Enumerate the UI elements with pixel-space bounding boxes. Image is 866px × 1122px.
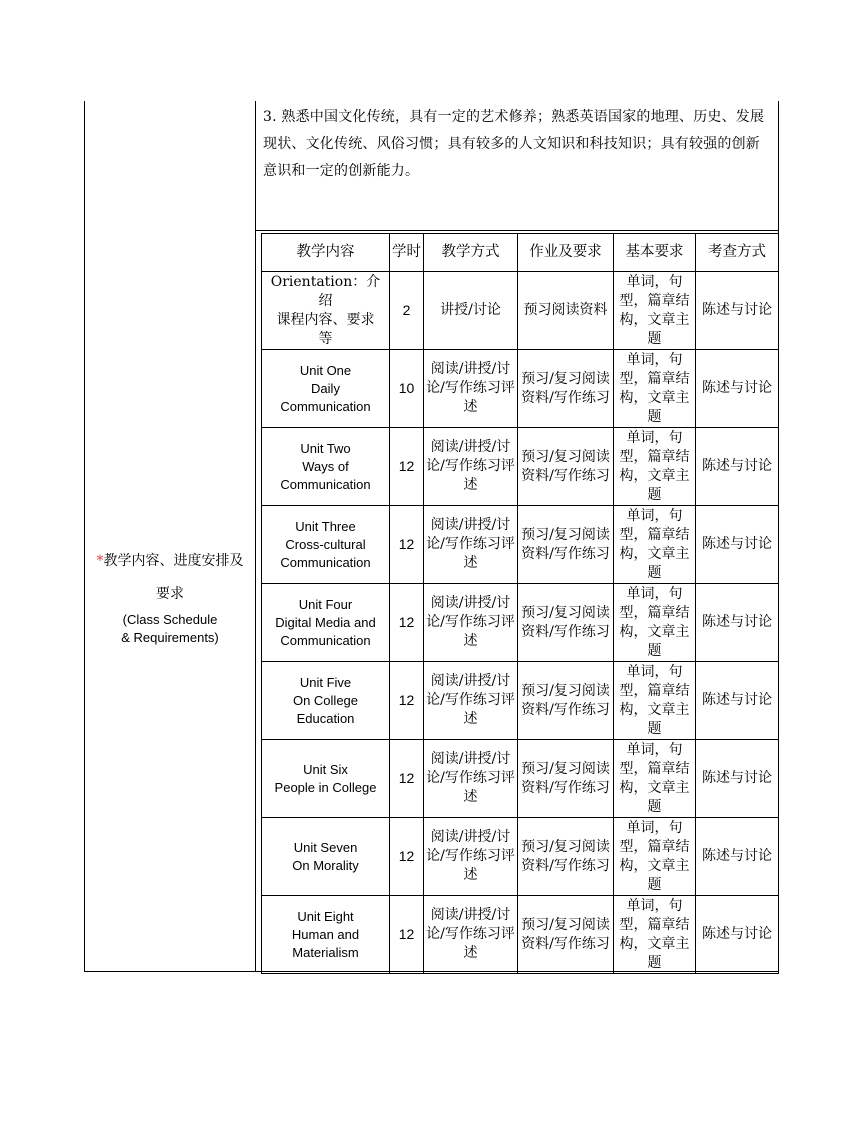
- cell-content-line: 等: [318, 330, 333, 347]
- cell-content: [262, 662, 390, 740]
- cell-content-line: On College: [292, 692, 359, 708]
- cell-content-line: Daily: [311, 380, 340, 396]
- cell-method: 阅读/讲授/讨论/写作练习评述: [424, 740, 518, 818]
- cell-hours: 10: [390, 350, 424, 428]
- cell-content-line: Unit Two: [300, 440, 351, 456]
- cell-content-line: Digital Media and: [275, 614, 376, 630]
- header-hours: 学时: [390, 234, 424, 272]
- cell-check: 陈述与讨论: [696, 896, 779, 974]
- cell-homework: 预习/复习阅读资料/写作练习: [518, 896, 614, 974]
- cell-content-line: Communication: [280, 554, 371, 570]
- cell-check: 陈述与讨论: [696, 818, 779, 896]
- cell-content: [262, 506, 390, 584]
- cell-check: 陈述与讨论: [696, 506, 779, 584]
- cell-content-line: Ways of: [302, 458, 349, 474]
- table-row: [262, 896, 779, 974]
- cell-homework: 预习/复习阅读资料/写作练习: [518, 350, 614, 428]
- schedule-table: [261, 233, 779, 974]
- table-header-row: [262, 234, 779, 272]
- cell-homework: 预习/复习阅读资料/写作练习: [518, 506, 614, 584]
- cell-content-line: Orientation：介绍: [270, 273, 381, 309]
- row-label-cn-2: 要求: [156, 586, 184, 602]
- cell-content: [262, 428, 390, 506]
- cell-hours: 12: [390, 428, 424, 506]
- cell-content-line: Human and: [291, 926, 360, 942]
- cell-content-line: Communication: [280, 476, 371, 492]
- cell-content-line: People in College: [274, 779, 377, 795]
- cell-content-line: Education: [296, 710, 355, 726]
- cell-check: 陈述与讨论: [696, 428, 779, 506]
- cell-hours: 12: [390, 896, 424, 974]
- cell-basic: 单词，句型，篇章结构，文章主题: [614, 740, 696, 818]
- cell-hours: 2: [390, 272, 424, 350]
- row-label-en-1: (Class Schedule: [122, 612, 218, 627]
- row-label-en-2: & Requirements): [121, 630, 219, 645]
- cell-check: 陈述与讨论: [696, 662, 779, 740]
- cell-basic: 单词，句型，篇章结构，文章主题: [614, 506, 696, 584]
- cell-content: [262, 584, 390, 662]
- header-check: 考查方式: [696, 234, 779, 272]
- table-row: [262, 428, 779, 506]
- cell-basic: 单词，句型，篇章结构，文章主题: [614, 584, 696, 662]
- column-divider: [255, 101, 256, 972]
- cell-content-line: On Morality: [292, 857, 359, 873]
- cell-content-line: Unit Seven: [293, 839, 358, 855]
- cell-basic: 单词，句型，篇章结构，文章主题: [614, 428, 696, 506]
- intro-paragraph: 3. 熟悉中国文化传统，具有一定的艺术修养；熟悉英语国家的地理、历史、发展现状、文化传统、风俗习惯；具有较多的人文知识和科技知识；具有较强的创新意识和一定的创新能力。: [263, 109, 765, 179]
- cell-homework: 预习/复习阅读资料/写作练习: [518, 662, 614, 740]
- cell-content-line: Communication: [280, 632, 371, 648]
- cell-basic: 单词，句型，篇章结构，文章主题: [614, 272, 696, 350]
- cell-content-line: Cross-cultural: [285, 536, 366, 552]
- cell-basic: 单词，句型，篇章结构，文章主题: [614, 818, 696, 896]
- cell-method: 阅读/讲授/讨论/写作练习评述: [424, 818, 518, 896]
- cell-method: 阅读/讲授/讨论/写作练习评述: [424, 350, 518, 428]
- cell-homework: 预习/复习阅读资料/写作练习: [518, 740, 614, 818]
- cell-homework: 预习/复习阅读资料/写作练习: [518, 818, 614, 896]
- cell-hours: 12: [390, 740, 424, 818]
- cell-method: 阅读/讲授/讨论/写作练习评述: [424, 506, 518, 584]
- cell-method: 阅读/讲授/讨论/写作练习评述: [424, 662, 518, 740]
- table-row: [262, 818, 779, 896]
- cell-hours: 12: [390, 662, 424, 740]
- cell-content: [262, 818, 390, 896]
- cell-check: 陈述与讨论: [696, 350, 779, 428]
- cell-content-line: Unit Four: [298, 596, 353, 612]
- header-method: 教学方式: [424, 234, 518, 272]
- cell-content: [262, 896, 390, 974]
- cell-check: 陈述与讨论: [696, 740, 779, 818]
- cell-content-line: Unit Six: [303, 761, 348, 777]
- table-body: [262, 272, 779, 974]
- table-row: [262, 350, 779, 428]
- table-row: [262, 740, 779, 818]
- cell-basic: 单词，句型，篇章结构，文章主题: [614, 662, 696, 740]
- row-label-cn: 教学内容、进度安排及: [103, 553, 244, 569]
- cell-basic: 单词，句型，篇章结构，文章主题: [614, 350, 696, 428]
- table-row: [262, 584, 779, 662]
- cell-content-line: Unit Eight: [297, 908, 354, 924]
- cell-content-line: Unit Five: [299, 674, 352, 690]
- cell-homework: 预习阅读资料: [518, 272, 614, 350]
- header-basic: 基本要求: [614, 234, 696, 272]
- cell-hours: 12: [390, 584, 424, 662]
- required-asterisk: *: [96, 553, 104, 569]
- cell-content-line: Communication: [280, 398, 371, 414]
- row-label: [85, 545, 255, 647]
- section-divider: [255, 230, 778, 231]
- cell-method: 阅读/讲授/讨论/写作练习评述: [424, 584, 518, 662]
- header-homework: 作业及要求: [518, 234, 614, 272]
- cell-homework: 预习/复习阅读资料/写作练习: [518, 428, 614, 506]
- cell-content-line: Materialism: [292, 944, 359, 960]
- cell-check: 陈述与讨论: [696, 584, 779, 662]
- cell-check: 陈述与讨论: [696, 272, 779, 350]
- cell-content: [262, 740, 390, 818]
- cell-method: 阅读/讲授/讨论/写作练习评述: [424, 428, 518, 506]
- cell-content: [262, 272, 390, 350]
- cell-homework: 预习/复习阅读资料/写作练习: [518, 584, 614, 662]
- cell-basic: 单词，句型，篇章结构，文章主题: [614, 896, 696, 974]
- cell-content-line: 课程内容、要求: [276, 311, 375, 328]
- cell-method: 讲授/讨论: [424, 272, 518, 350]
- cell-hours: 12: [390, 506, 424, 584]
- cell-method: 阅读/讲授/讨论/写作练习评述: [424, 896, 518, 974]
- cell-content-line: Unit One: [299, 362, 352, 378]
- header-content: 教学内容: [262, 234, 390, 272]
- cell-hours: 12: [390, 818, 424, 896]
- cell-content: [262, 350, 390, 428]
- cell-content-line: Unit Three: [295, 518, 356, 534]
- table-row: [262, 272, 779, 350]
- table-row: [262, 662, 779, 740]
- table-row: [262, 506, 779, 584]
